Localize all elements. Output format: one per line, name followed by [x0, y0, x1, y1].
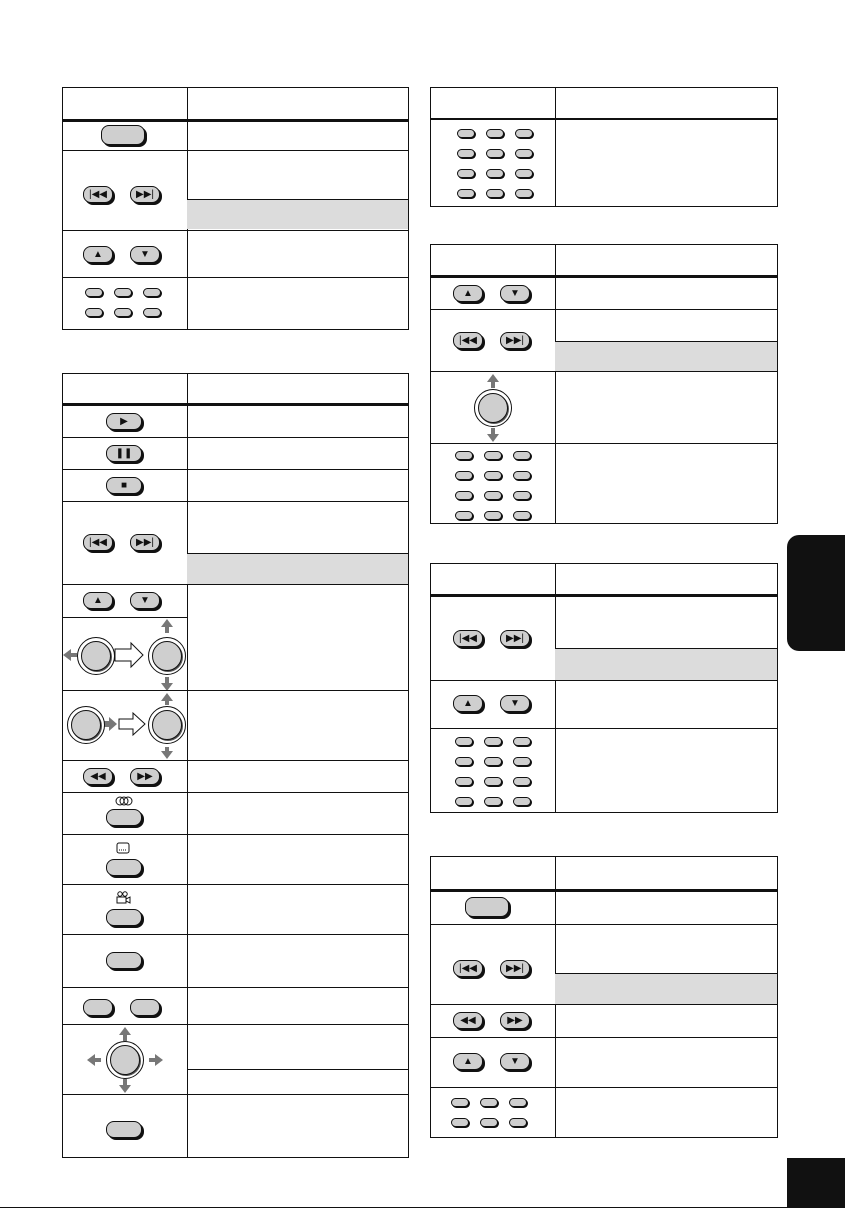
fast-forward-icon: ▶▶ — [500, 1012, 530, 1029]
function-table-2 — [62, 373, 409, 1158]
camera-angle-icon — [115, 891, 131, 905]
play-icon: ▶ — [106, 413, 142, 430]
control-knob-icon — [106, 1041, 144, 1079]
table-header — [431, 88, 777, 120]
skip-back-icon: |◀◀ — [453, 332, 483, 349]
table-row — [63, 884, 408, 934]
button-icon — [106, 952, 142, 969]
control-knob-icon — [67, 706, 105, 744]
table-row — [63, 834, 408, 884]
button-icon — [83, 999, 113, 1016]
audio-button-icon — [106, 809, 142, 826]
table-row — [431, 680, 777, 728]
skip-back-icon: |◀◀ — [83, 186, 113, 203]
button-icon — [130, 999, 160, 1016]
skip-forward-icon: ▶▶| — [500, 630, 530, 647]
shaded-row — [187, 553, 408, 584]
table-row — [431, 1004, 777, 1037]
control-knob-icon — [148, 637, 186, 675]
button-icon — [106, 1121, 142, 1138]
down-arrow-icon: ▼ — [500, 285, 530, 302]
table-row — [431, 924, 777, 1004]
table-row — [63, 987, 408, 1024]
control-knob-icon — [77, 637, 115, 675]
up-arrow-icon: ▲ — [83, 246, 113, 263]
shaded-row — [555, 973, 777, 1004]
function-table-5 — [430, 563, 778, 813]
table-row — [431, 596, 777, 680]
table-row — [63, 760, 408, 792]
skip-forward-icon: ▶▶| — [500, 332, 530, 349]
table-row — [63, 792, 408, 834]
table-row — [431, 728, 777, 813]
skip-back-icon: |◀◀ — [453, 630, 483, 647]
table-row — [431, 891, 777, 924]
skip-forward-icon: ▶▶| — [130, 534, 160, 551]
table-row — [63, 501, 408, 584]
number-buttons-icon — [455, 451, 535, 521]
table-row — [431, 277, 777, 309]
subtitle-button-icon — [106, 859, 142, 876]
table-row — [63, 405, 408, 437]
table-row — [63, 150, 408, 230]
shaded-row — [555, 648, 777, 680]
function-table-3 — [430, 87, 778, 207]
pause-icon: ❚❚ — [106, 445, 142, 462]
number-buttons-icon — [455, 737, 535, 807]
down-arrow-icon: ▼ — [500, 695, 530, 712]
down-arrow-icon: ▼ — [500, 1053, 530, 1070]
table-row — [63, 1094, 408, 1158]
fast-forward-icon: ▶▶ — [130, 768, 160, 785]
table-row — [63, 437, 408, 469]
table-row — [63, 934, 408, 987]
table-header — [431, 857, 777, 891]
table-row — [63, 121, 408, 150]
up-arrow-icon: ▲ — [453, 695, 483, 712]
number-buttons-icon — [451, 1098, 531, 1132]
up-arrow-icon: ▲ — [453, 1053, 483, 1070]
up-arrow-icon: ▲ — [453, 285, 483, 302]
shaded-row — [187, 199, 408, 229]
side-section-tab — [787, 535, 845, 651]
table-row — [63, 1024, 408, 1094]
number-buttons-icon — [457, 129, 537, 199]
table-row — [63, 584, 408, 690]
table-row — [431, 443, 777, 524]
skip-forward-icon: ▶▶| — [500, 960, 530, 977]
table-row — [431, 1087, 777, 1138]
table-row — [431, 371, 777, 443]
function-table-6 — [430, 856, 778, 1138]
skip-back-icon: |◀◀ — [453, 960, 483, 977]
table-row — [63, 469, 408, 501]
control-knob-icon — [148, 706, 186, 744]
skip-back-icon: |◀◀ — [83, 534, 113, 551]
down-arrow-icon: ▼ — [130, 246, 160, 263]
footer-rule — [0, 1207, 845, 1208]
table-header — [431, 245, 777, 277]
table-header — [431, 564, 777, 596]
rewind-icon: ◀◀ — [83, 768, 113, 785]
angle-button-icon — [106, 909, 142, 926]
number-buttons-icon — [85, 288, 165, 322]
skip-forward-icon: ▶▶| — [130, 186, 160, 203]
control-knob-icon — [474, 389, 512, 427]
button-icon — [101, 125, 145, 145]
shaded-row — [555, 341, 777, 371]
table-header — [63, 374, 408, 405]
page-number-box — [787, 1158, 845, 1208]
down-arrow-icon: ▼ — [130, 592, 160, 609]
table-header — [63, 88, 408, 121]
function-table-1 — [62, 87, 409, 330]
up-arrow-icon: ▲ — [83, 592, 113, 609]
stop-icon: ■ — [106, 477, 142, 494]
button-icon — [465, 897, 509, 917]
table-row — [63, 277, 408, 330]
rewind-icon: ◀◀ — [453, 1012, 483, 1029]
subtitle-icon — [116, 842, 130, 854]
table-row — [431, 309, 777, 371]
function-table-4 — [430, 244, 778, 524]
table-row — [431, 1037, 777, 1087]
table-row — [63, 230, 408, 277]
table-row — [63, 690, 408, 760]
audio-icon — [114, 796, 134, 806]
